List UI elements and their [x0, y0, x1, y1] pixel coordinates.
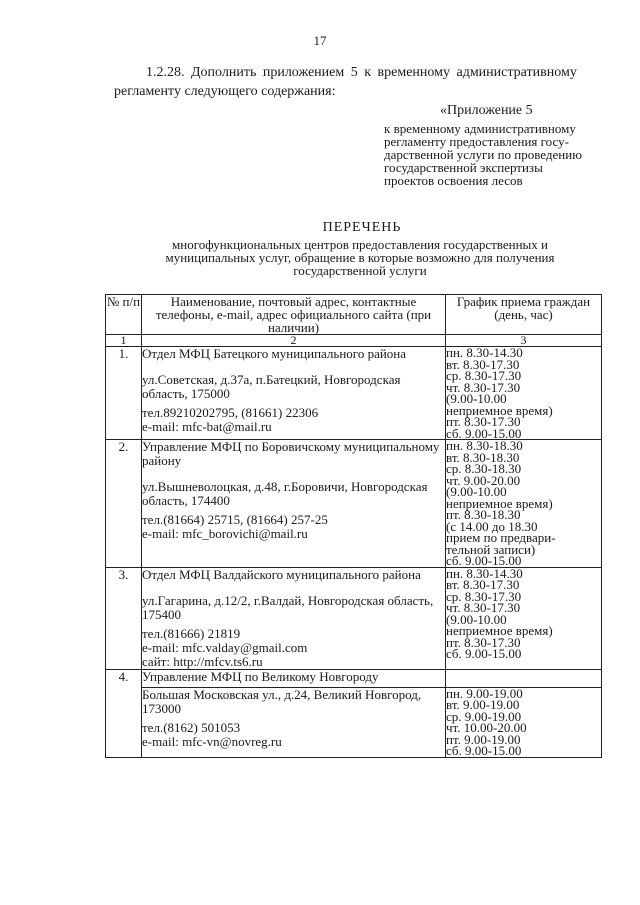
row-number: 2.: [106, 440, 142, 568]
intro-paragraph: [114, 63, 614, 101]
org-address: ул.Гагарина, д.12/2, г.Валдай, Новгородская область, 175400: [142, 592, 434, 622]
contact-line: e-mail: mfc-bat@mail.ru: [142, 419, 272, 434]
schedule-cell: [446, 347, 602, 440]
appendix-heading: [384, 104, 624, 187]
page-number: 17: [313, 33, 327, 48]
intro-line-2: регламенту следующего содержания:: [114, 84, 336, 99]
schedule-line: ср. 9.00-19.00: [446, 708, 522, 724]
org-name: Управление МФЦ по Боровичскому муниципальному району: [142, 439, 440, 468]
schedule-line: вт. 8.30-17.30: [446, 577, 520, 592]
mfc-table: [105, 294, 602, 758]
index-cell: 2: [142, 335, 446, 347]
org-details: [142, 347, 446, 440]
org-details: [142, 567, 446, 669]
schedule-line: (с 14.00 до 18.30: [446, 518, 538, 534]
header-schedule: График приема граждан (день, час): [446, 295, 602, 335]
index-cell: 3: [446, 335, 602, 347]
schedule-line: пт. 8.30-17.30: [446, 634, 521, 650]
schedule-line: вт. 9.00-19.00: [446, 697, 520, 712]
schedule-line: (9.00-10.00: [446, 611, 507, 627]
appendix-line: проектов освоения лесов: [384, 173, 523, 188]
schedule-line: неприемное время): [446, 623, 553, 638]
appendix-line: к временному административному: [384, 121, 576, 136]
row-number: 3.: [106, 567, 142, 669]
contact-line: сайт: http://mfcv.ts6.ru: [142, 653, 263, 669]
table-index-row: [106, 335, 602, 347]
header-name: Наименование, почтовый адрес, контактные телефоны, e-mail, адрес официального сайта (при наличии): [142, 295, 446, 335]
org-address: Большая Московская ул., д.24, Великий Новгород, 173000: [142, 686, 422, 716]
org-name: Управление МФЦ по Великому Новгороду: [142, 669, 446, 687]
schedule-line: чт. 10.00-20.00: [446, 720, 527, 735]
appendix-line: регламенту предоставления госу-: [384, 134, 569, 149]
schedule-line: пн. 8.30-14.30: [446, 345, 523, 360]
schedule-line: чт. 8.30-17.30: [446, 600, 521, 615]
schedule-line: сб. 9.00-15.00: [446, 743, 522, 758]
schedule-line: сб. 9.00-15.00: [446, 646, 522, 661]
org-address: ул.Вышневолоцкая, д.48, г.Боровичи, Новгородская область, 174400: [142, 479, 428, 508]
org-details: [142, 440, 446, 568]
table-row: [106, 347, 602, 440]
table-row: [106, 567, 602, 669]
schedule-line: ср. 8.30-17.30: [446, 368, 522, 383]
schedule-line: вт. 8.30-17.30: [446, 356, 520, 372]
appendix-title: «Приложение 5: [440, 103, 533, 118]
schedule-line: сб. 9.00-15.00: [446, 425, 522, 441]
table-row: [106, 440, 602, 568]
schedule-cell: [446, 567, 602, 669]
org-name: Отдел МФЦ Валдайского муниципального района: [142, 566, 421, 582]
row-number: 4.: [106, 669, 142, 757]
table-header-row: [106, 295, 602, 335]
schedule-line: вт. 8.30-18.30: [446, 449, 520, 465]
appendix-line: государственной экспертизы: [384, 160, 543, 175]
contact-line: тел.(81664) 25715, (81664) 257-25: [142, 512, 328, 527]
org-details: [142, 687, 446, 757]
contact-line: e-mail: mfc-vn@novreg.ru: [142, 733, 282, 749]
org-name: Отдел МФЦ Батецкого муниципального района: [142, 346, 407, 361]
schedule-line: пн. 9.00-19.00: [446, 685, 523, 701]
schedule-line: чт. 9.00-20.00: [446, 472, 521, 488]
schedule-line: неприемное время): [446, 495, 553, 511]
schedule-line: (9.00-10.00: [446, 391, 507, 406]
schedule-cell: [446, 440, 602, 568]
schedule-cell: [446, 687, 602, 757]
contact-line: e-mail: mfc_borovichi@mail.ru: [142, 526, 308, 541]
schedule-line: ср. 8.30-18.30: [446, 461, 522, 476]
contact-line: тел.(81666) 21819: [142, 625, 241, 641]
schedule-line: ср. 8.30-17.30: [446, 588, 522, 604]
schedule-line: пн. 8.30-18.30: [446, 438, 523, 453]
org-address: ул.Советская, д.37а, п.Батецкий, Новгородская область, 175000: [142, 372, 401, 401]
contact-line: тел.89210202795, (81661) 22306: [142, 405, 319, 420]
schedule-line: чт. 8.30-17.30: [446, 379, 521, 395]
list-subtitle: многофункциональных центров предоставления государственных и муниципальных услуг, обращение в которые возможно для получения государственной услуги: [165, 237, 555, 278]
table-row: [106, 687, 602, 757]
table-row: [106, 669, 602, 687]
appendix-line: дарственной услуги по проведению: [384, 147, 582, 162]
row-number: 1.: [106, 347, 142, 440]
table-body: [106, 347, 602, 758]
schedule-line: неприемное время): [446, 402, 553, 418]
schedule-line: пт. 8.30-18.30: [446, 507, 521, 522]
schedule-line: прием по предвари-: [446, 530, 556, 545]
schedule-line: пн. 8.30-14.30: [446, 565, 523, 581]
intro-line-1: 1.2.28. Дополнить приложением 5 к временному административному: [146, 65, 577, 80]
schedule-line: пт. 9.00-19.00: [446, 731, 521, 747]
contact-line: тел.(8162) 501053: [142, 719, 241, 735]
schedule-line: тельной записи): [446, 541, 536, 557]
contact-line: e-mail: mfc.valday@gmail.com: [142, 639, 308, 655]
index-cell: 1: [106, 335, 142, 347]
schedule-empty: [446, 669, 602, 687]
header-number: № п/п: [106, 295, 142, 335]
schedule-line: (9.00-10.00: [446, 484, 507, 499]
schedule-line: сб. 9.00-15.00: [446, 553, 522, 568]
schedule-line: пт. 8.30-17.30: [446, 414, 521, 429]
list-title: ПЕРЕЧЕНЬ: [322, 220, 402, 235]
